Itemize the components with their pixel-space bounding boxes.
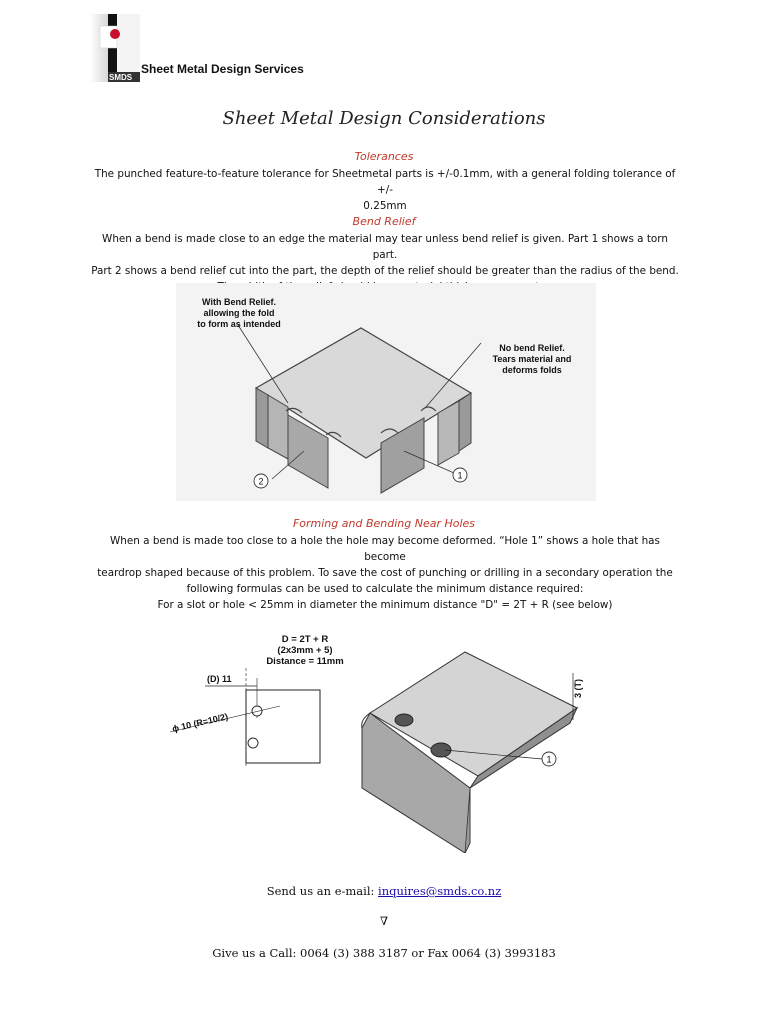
dim-d: (D) 11	[207, 674, 232, 684]
tolerances-text	[90, 166, 680, 214]
page-title: Sheet Metal Design Considerations	[222, 108, 546, 129]
bend-relief-figure	[176, 283, 596, 501]
tolerances-line-2: 0.25mm	[363, 200, 407, 212]
dim-t: 3 (T)	[573, 679, 583, 698]
company-logo	[90, 14, 140, 82]
holes-callout-1: 1	[546, 754, 552, 765]
callout-1: 1	[457, 470, 463, 481]
bend-relief-line-1: When a bend is made close to an edge the material may tear unless bend relief is given. Part 1 shows a torn part.	[102, 233, 668, 261]
email-line	[0, 884, 768, 898]
label-no-relief-3: deforms folds	[502, 365, 562, 375]
tolerances-heading: Tolerances	[354, 150, 414, 163]
tolerances-line-1: The punched feature-to-feature tolerance for Sheetmetal parts is +/-0.1mm, with a general folding tolerance of +/-	[94, 168, 676, 196]
dim-dia: ϕ 10 (R=10/2)	[171, 711, 230, 734]
separator-glyph: ∇	[379, 914, 389, 928]
holes-line-2: teardrop shaped because of this problem. To save the cost of punching or drilling in a secondary operation the	[97, 567, 673, 579]
email-prefix: Send us an e-mail:	[266, 884, 379, 898]
holes-text	[90, 533, 680, 613]
holes-heading: Forming and Bending Near Holes	[292, 517, 476, 530]
phone-line: Give us a Call: 0064 (3) 388 3187 or Fax 0064 (3) 3993183	[212, 946, 556, 960]
label-no-relief-2: Tears material and	[492, 354, 572, 364]
holes-figure	[165, 628, 605, 853]
label-no-relief-1: No bend Relief.	[499, 343, 565, 353]
bend-relief-line-2: Part 2 shows a bend relief cut into the part, the depth of the relief should be greater than the radius of the bend.	[91, 265, 679, 277]
formula-line-3: Distance = 11mm	[266, 656, 344, 667]
label-with-relief-2: allowing the fold	[203, 308, 275, 318]
company-name: Sheet Metal Design Services	[141, 62, 304, 76]
logo-text: SMDS	[109, 73, 133, 82]
label-with-relief-1: With Bend Relief.	[202, 297, 276, 307]
holes-line-4: For a slot or hole < 25mm in diameter the minimum distance "D" = 2T + R (see below)	[157, 599, 613, 611]
holes-line-1: When a bend is made too close to a hole the hole may become deformed. “Hole 1” shows a hole that has become	[110, 535, 660, 563]
email-link[interactable]: inquires@smds.co.nz	[378, 884, 502, 898]
callout-2: 2	[258, 476, 264, 487]
bend-relief-heading: Bend Relief	[352, 215, 416, 228]
holes-line-3: following formulas can be used to calculate the minimum distance required:	[186, 583, 584, 595]
formula-line-2: (2x3mm + 5)	[277, 645, 333, 656]
label-with-relief-3: to form as intended	[197, 319, 281, 329]
formula-line-1: D = 2T + R	[281, 634, 329, 645]
